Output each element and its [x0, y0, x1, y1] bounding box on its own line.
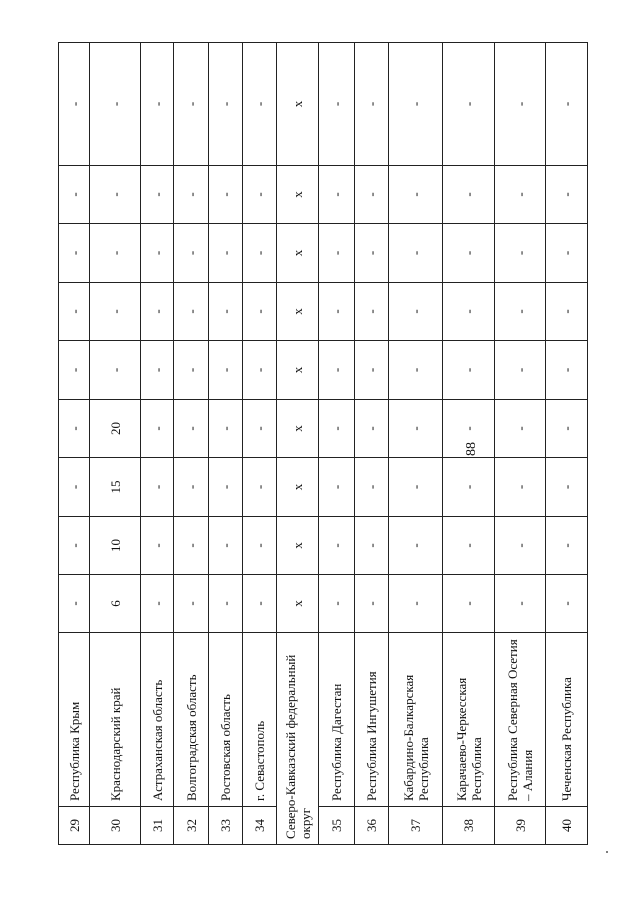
- value-cell: -: [355, 43, 389, 166]
- value-cell: x: [277, 166, 319, 224]
- table-row: [319, 43, 355, 845]
- value-cell: -: [319, 575, 355, 633]
- value-cell: x: [277, 400, 319, 458]
- value-cell: -: [355, 575, 389, 633]
- scan-mark: [606, 851, 608, 853]
- value-cell: -: [174, 575, 209, 633]
- value-cell: -: [495, 224, 546, 283]
- value-cell: -: [209, 458, 243, 517]
- value-cell: -: [59, 458, 90, 517]
- row-number-cell: 29: [59, 807, 90, 845]
- region-name-cell: Чеченская Республика: [546, 633, 588, 807]
- value-cell: -: [495, 43, 546, 166]
- value-cell: -: [59, 575, 90, 633]
- region-name-cell: Республика Ингушетия: [355, 633, 389, 807]
- value-cell: -: [443, 283, 495, 341]
- value-cell: -: [174, 400, 209, 458]
- value-cell: -: [90, 224, 141, 283]
- value-cell: -: [495, 458, 546, 517]
- value-cell: -: [355, 341, 389, 400]
- table-body: [59, 43, 588, 845]
- value-cell: -: [209, 575, 243, 633]
- table-row: [355, 43, 389, 845]
- value-cell: -: [174, 166, 209, 224]
- value-cell: -: [546, 166, 588, 224]
- value-cell: x: [277, 224, 319, 283]
- value-cell: -: [141, 458, 174, 517]
- page-number: 88: [464, 442, 479, 456]
- value-cell: -: [243, 224, 277, 283]
- row-number-cell: 36: [355, 807, 389, 845]
- value-cell: -: [355, 166, 389, 224]
- row-number-cell: 35: [319, 807, 355, 845]
- value-cell: -: [141, 575, 174, 633]
- table-row: [243, 43, 277, 845]
- value-cell: -: [546, 283, 588, 341]
- value-cell: -: [319, 517, 355, 575]
- value-cell: -: [546, 575, 588, 633]
- value-cell: -: [389, 400, 443, 458]
- value-cell: x: [277, 341, 319, 400]
- value-cell: -: [174, 458, 209, 517]
- row-number-cell: 38: [443, 807, 495, 845]
- value-cell: -: [355, 458, 389, 517]
- value-cell: -: [141, 517, 174, 575]
- value-cell: -: [174, 341, 209, 400]
- region-name-cell: Ростовская область: [209, 633, 243, 807]
- value-cell: -: [495, 166, 546, 224]
- value-cell: x: [277, 283, 319, 341]
- value-cell: -: [443, 341, 495, 400]
- table-row: [59, 43, 90, 845]
- value-cell: -: [443, 224, 495, 283]
- value-cell: -: [174, 517, 209, 575]
- region-name-cell: Астраханская область: [141, 633, 174, 807]
- region-name-cell: Кабардино-Балкарская Республика: [389, 633, 443, 807]
- row-number-cell: 40: [546, 807, 588, 845]
- region-name-cell: г. Севастополь: [243, 633, 277, 807]
- value-cell: -: [90, 283, 141, 341]
- value-cell: -: [243, 166, 277, 224]
- value-cell: -: [90, 43, 141, 166]
- value-cell: -: [546, 458, 588, 517]
- value-cell: -: [355, 224, 389, 283]
- value-cell: -: [90, 166, 141, 224]
- value-cell: -: [209, 43, 243, 166]
- value-cell: -: [141, 166, 174, 224]
- value-cell: 20: [90, 400, 141, 458]
- value-cell: -: [59, 400, 90, 458]
- row-number-cell: 34: [243, 807, 277, 845]
- value-cell: -: [141, 224, 174, 283]
- row-number-cell: 37: [389, 807, 443, 845]
- value-cell: -: [389, 341, 443, 400]
- region-name-cell: Краснодарский край: [90, 633, 141, 807]
- value-cell: x: [277, 43, 319, 166]
- value-cell: -: [443, 400, 495, 458]
- table-row: [546, 43, 588, 845]
- regions-table: [58, 42, 588, 845]
- value-cell: -: [355, 283, 389, 341]
- value-cell: -: [389, 43, 443, 166]
- table-row: [90, 43, 141, 845]
- value-cell: -: [355, 400, 389, 458]
- value-cell: -: [243, 400, 277, 458]
- value-cell: -: [209, 400, 243, 458]
- value-cell: -: [141, 341, 174, 400]
- table-row: [277, 43, 319, 845]
- region-name-cell: Республика Крым: [59, 633, 90, 807]
- value-cell: -: [174, 43, 209, 166]
- value-cell: -: [243, 43, 277, 166]
- value-cell: 6: [90, 575, 141, 633]
- row-number-cell: 30: [90, 807, 141, 845]
- rotated-table-container: [58, 43, 586, 845]
- value-cell: -: [319, 341, 355, 400]
- value-cell: -: [495, 517, 546, 575]
- value-cell: -: [319, 458, 355, 517]
- value-cell: -: [59, 43, 90, 166]
- value-cell: -: [389, 458, 443, 517]
- value-cell: -: [209, 224, 243, 283]
- value-cell: -: [443, 458, 495, 517]
- value-cell: -: [243, 341, 277, 400]
- value-cell: -: [443, 166, 495, 224]
- value-cell: -: [319, 166, 355, 224]
- value-cell: x: [277, 458, 319, 517]
- value-cell: -: [546, 341, 588, 400]
- value-cell: -: [355, 517, 389, 575]
- value-cell: -: [141, 43, 174, 166]
- table-row: [174, 43, 209, 845]
- value-cell: -: [90, 341, 141, 400]
- table-row: [209, 43, 243, 845]
- table-row: [141, 43, 174, 845]
- value-cell: -: [443, 43, 495, 166]
- value-cell: -: [546, 224, 588, 283]
- value-cell: -: [243, 575, 277, 633]
- table-row: [389, 43, 443, 845]
- region-name-cell: Карачаево-Черкесская Республика: [443, 633, 495, 807]
- value-cell: -: [495, 400, 546, 458]
- value-cell: -: [443, 517, 495, 575]
- value-cell: -: [209, 517, 243, 575]
- region-name-cell: Волгоградская область: [174, 633, 209, 807]
- value-cell: -: [209, 283, 243, 341]
- value-cell: -: [243, 458, 277, 517]
- value-cell: -: [495, 575, 546, 633]
- value-cell: -: [319, 43, 355, 166]
- value-cell: -: [389, 166, 443, 224]
- value-cell: -: [319, 400, 355, 458]
- value-cell: -: [59, 224, 90, 283]
- value-cell: -: [319, 283, 355, 341]
- value-cell: -: [59, 283, 90, 341]
- row-number-cell: 32: [174, 807, 209, 845]
- value-cell: 15: [90, 458, 141, 517]
- value-cell: -: [546, 400, 588, 458]
- table-row: [495, 43, 546, 845]
- value-cell: -: [59, 517, 90, 575]
- value-cell: -: [443, 575, 495, 633]
- value-cell: -: [319, 224, 355, 283]
- value-cell: -: [243, 517, 277, 575]
- value-cell: -: [495, 341, 546, 400]
- value-cell: x: [277, 517, 319, 575]
- value-cell: -: [495, 283, 546, 341]
- value-cell: -: [141, 283, 174, 341]
- value-cell: -: [546, 517, 588, 575]
- value-cell: -: [59, 166, 90, 224]
- value-cell: x: [277, 575, 319, 633]
- value-cell: -: [389, 575, 443, 633]
- value-cell: -: [546, 43, 588, 166]
- table-row: [443, 43, 495, 845]
- row-number-cell: 31: [141, 807, 174, 845]
- region-name-cell: Северо-Кавказский федеральный округ: [277, 633, 319, 845]
- value-cell: 10: [90, 517, 141, 575]
- value-cell: -: [389, 283, 443, 341]
- row-number-cell: 39: [495, 807, 546, 845]
- value-cell: -: [243, 283, 277, 341]
- row-number-cell: 33: [209, 807, 243, 845]
- value-cell: -: [389, 224, 443, 283]
- value-cell: -: [209, 341, 243, 400]
- value-cell: -: [174, 283, 209, 341]
- value-cell: -: [59, 341, 90, 400]
- value-cell: -: [174, 224, 209, 283]
- value-cell: -: [209, 166, 243, 224]
- region-name-cell: Республика Дагестан: [319, 633, 355, 807]
- region-name-cell: Республика Северная Осетия – Алания: [495, 633, 546, 807]
- value-cell: -: [141, 400, 174, 458]
- value-cell: -: [389, 517, 443, 575]
